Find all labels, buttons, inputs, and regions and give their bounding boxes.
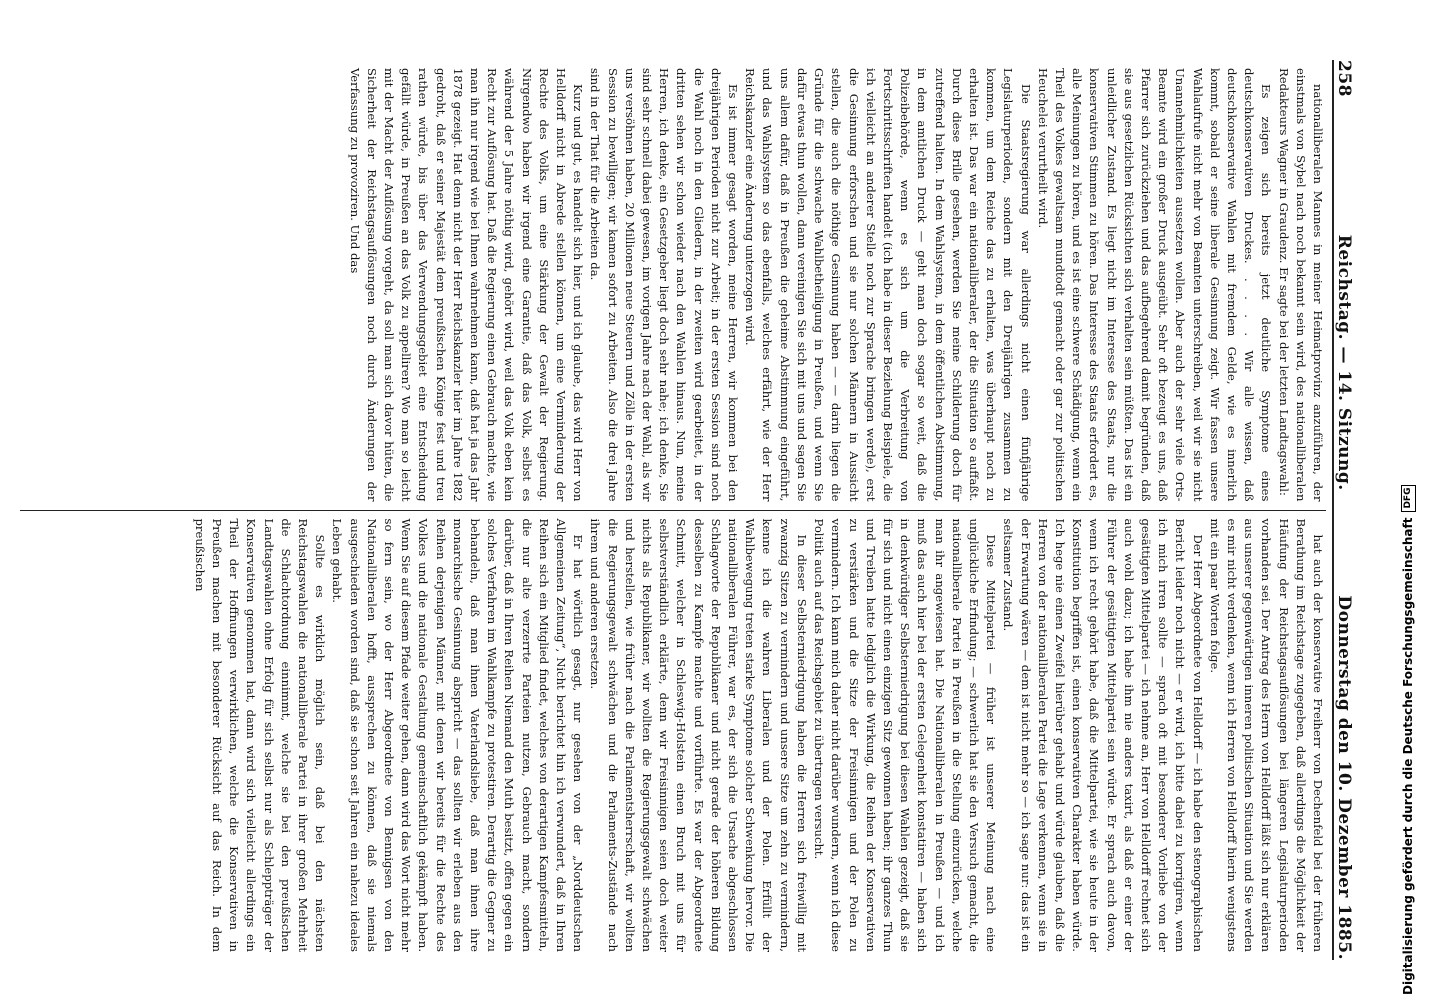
- paragraph: hat auch der konservative Freiherr von Dechenfeld bei der früheren Berathung im Reichstage zugegeben, daß allerdings die Möglichkeit der Häufung der Reichstagsauflösungen bei längeren Legislaturperioden vorhanden sei. Der Antrag des Herrn von Helldorff läßt sich nur erklären aus unserer gegenwärtigen inneren politischen Situation und Sie werden es mir nicht verdenken, wenn ich Herren von Helldorff hierin wenigstens mit ein paar Worten folge.: [1207, 518, 1325, 952]
- paragraph: In dieser Selbsterniedrigung haben die Herren sich freiwillig mit zwanzig Sitzen zu vermindern und unsere Sitze um zehn zu vermindern, kenne ich die wahren Liberalen und der Polen. Erfüllt der Wahlbewegung treten starke Symptome solcher Schwenkung hervor. Die nationalliberalen Führer, war es, der sich die Ursache abgeschlossen Schlagworte der Republikaner und nicht gerade der höheren Bildung desselben zu Kampfe machte und vorführte. Es war der Abgeordnete Schmitt, welcher in Schleswig-Holstein einen Bruch mit uns für selbstverständlich erklärte, denn wir Freisinnigen seien doch weiter nichts als Republikaner, wir wollten die Regierungsgewalt schwächen und herstellen, wie früher nach die Parlamentsherrschaft, wir wollten die Regierungsgewalt schwächen und die Parlaments-Zustände nach ihrem und anderen ersetzen.: [588, 518, 809, 952]
- header-right-title: Donnerstag den 10. Dezember 1885.: [1334, 595, 1354, 960]
- paragraph: Es zeigen sich bereits jetzt deutliche Symptome eines deutschkonservativen Druckes. . . . . Wir alle wissen, daß deutschkonservative Wahlen mit fremdem Gelde, wie es innerlich kommt, sobald er seine liberale Gesinnung zeigt. Wir fassen unsere Wahlaufrufe nicht mehr von Beamten unterschreiben, weil wir sie nicht Unannehmlichkeiten aussetzen wollen. Aber auch der sehr viele Orts-Beamte wird ein großer Druck ausgeübt. Sehr oft bezeugt es uns, daß Pfarrer sich zurückziehen und das aufbegehrend damit begründen, daß sie aus gesetzlichen Rücksichten sich verhalten sein müßten. Das ist ein unleidlicher Zustand. Es liegt nicht im Interesse des Staats, nur die konservativen Stimmen zu hören. Das Interesse des Staats erfordert es, alle Meinungen zu hören, und es ist eine schwere Schädigung, wenn ein Theil des Volkes gewaltsam mundtodt gemacht oder gar zur politischen Heuchelei verurtheilt wird.: [1035, 68, 1274, 502]
- digitization-credit: [1398, 5, 1418, 995]
- header-left-title: Reichstag. — 14. Sitzung.: [1334, 234, 1354, 491]
- credit-text: Digitalisierung gefördert durch die Deutsche Forschungsgemeinschaft: [1401, 517, 1415, 995]
- right-column: [20, 511, 1326, 961]
- paragraph: Kurz und gut, es handelt sich hier, und ich glaube, das wird Herr von Helldorff nicht in Abrede stellen können, um eine Verminderung der Rechte des Volks, um eine Stärkung der Gewalt der Regierung. Nirgendwo haben wir irgend eine Garantie, daß das Volk, selbst es während der 5 Jahre nöthig wird, gehört wird, weil das Volk eben kein Recht zur Auflösung hat. Daß die Regierung einen Gebrauch machte, wie man ihn nur irgend wie bei Ihnen wahrnehmen kann, daß hat ja das Jahr 1878 gezeigt. Hat denn nicht der Herr Reichskanzler hier im Jahre 1882 gedroht, daß er seiner Majestät dem preußischen Könige fest und treu rathen würde, bis über das Verwendungsgebiet eine Entscheidung gefällt würde, in Preußen an das Volk zu appelliren? Wo man so leicht mit der Macht der Auflösung vorgeht, da soll man sich davor hüten, die Sicherheit der Reichstagsauflösungen noch durch Änderungen der Verfassung zu provoziren. Und das: [347, 68, 586, 502]
- paragraph: Die Staatsregierung war allerdings nicht einen fünfjährige Legislaturperioden, sondern mit den Dreijährigen zusammen zu kommen, um dem Reiche das zu erhalten, was überhaupt noch zu erhalten ist. Das war ein nationalliberaler, der die Situation so auffaßt. Durch diese Brille gesehen, werden Sie meine Schilderung doch für zutreffend halten. In dem Wahlsystem, in dem öffentlichen Abstimmung, in dem amtlichen Druck — geht man doch sogar so weit, daß die Polizeibehörde, wenn es sich um die Verbreitung von Fortschrittsschriften handelt (ich habe in dieser Beziehung Beispiele, die ich vielleicht an anderer Stelle noch zur Sprache bringen werde), erst die Gesinnung erforschen und sie nur solchen Männern in Aussicht stellen, die auch die nöthige Gesinnung haben — — darin liegen die Gründe für die schwache Wahlbetheiligung in Preußen, und wenn Sie dafür etwas thun wollen, dann vereinigen Sie sich mit uns und sagen Sie uns allem dafür, daß in Preußen die geheime Abstimmung eingeführt, und das Wahlsystem so das ebenfalls, welches erfährt, wie der Herr Reichskanzler eine Änderung unterzogen wird.: [743, 68, 1033, 502]
- left-column: [20, 60, 1326, 510]
- paragraph: Sollte es wirklich möglich sein, daß bei den nächsten Reichstagswahlen die nationalliberale Partei in ihrer großen Mehrheit die Schlachtordnung einnimmt, welche sie bei den preußischen Landtagswahlen ohne Erfolg für sich selbst nur als Schleppträger der Konservativen genommen hat, dann wird sich vielleicht allerdings ein Theil der Hoffnungen verwirklichen, welche die Konservativen in Preußen machen mit besonderer Rücksicht auf das Reich. In dem preußischen: [192, 518, 328, 952]
- paragraph: Der Herr Abgeordnete von Helldorff — ich habe den stenographischen Bericht leider noch nicht — er wird, ich bitte dabei zu korrigiren, wenn ich mich irren sollte — sprach oft mit besonderer Vorliebe von der gesättigten Mittelpartei — ich nehme an, Herr von Helldorff rechnet sich auch wohl dazu; ich habe ihm nie anders taxirt, als daß er einer der Führer der gesättigten Mittelpartei sein würde. Er sprach auch davon, wenn ich recht gehört habe, daß die Mittelpartei, wie sie heute in der Konstitution begriffen ist, einen konservativen Charakter haben würde. Ich hege nie einen Zweifel hierüber gehabt und würde glauben, daß die Herren von der nationalliberalen Partei die Lage verkennen, wenn sie in der Erwartung wären — dem ist nicht mehr so — ich sage nur: das ist ein seltsamer Zustand.: [1001, 518, 1205, 952]
- text-columns: [20, 60, 1326, 960]
- paragraph: Er hat wörtlich gesagt, nur gesehen von der „Norddeutschen Allgemeinen Zeitung“, Nicht berichtet hin ich verwundert, daß in Ihren Reihen sich ein Mitglied findet, welches von derartigen Kampfesmitteln, die nur alte verzerrte Parteien nutzen, Gebrauch macht, sondern darüber, daß in Ihren Reihen Niemand den Muth besitzt, offen gegen ein solches Verfahren im Wahlkampfe zu protestiren. Derartig die Gegner zu behandeln, daß man ihnen Vaterlandsliebe, daß man ihnen ihre monarchische Gesinnung abspricht — das sollten wir erleben aus den Reihen derjenigen Männer, mit denen wir bereits für die Rechte des Volkes und die nationale Gestaltung gemeinschaftlich gekämpft haben. Wenn Sie auf diesem Pfade weiter gehen, dann wird das Wort nicht mehr so fern sein, wo der Herr Abgeordnete von Bennigsen von den Nationalliberalen hofft, aussprechen zu können, daß sie niemals ausgeschieden worden sind, daß sie schon seit Jahren ein nahezu ideales Leben gehabt.: [330, 518, 586, 952]
- paragraph: Diese Mittelpartei — früher ist unserer Meinung nach eine unglückliche Erfindung; — schwerlich hat sie den Versuch gemacht, die nationalliberale Partei in Preußen in die Stellung einzurücken, welche man ihr angewiesen hat. Die Nationalliberalen in Preußen — und ich muß das auch hier bei der ersten Gelegenheit konstatiren — haben sich in denkwürdiger Selbsterniedrigung bei diesen Wahlen gezeigt, daß sie für sich und nicht einen einzigen Sitz gewonnen haben; ihr ganzes Thun und Treiben hatte lediglich die Wirkung, die Reihen der Konservativen zu verstärken und die Sitze der Freisinnigen und der Polen zu vermindern. Ich kann mich daher nicht darüber wundern, wenn ich diese Politik auch auf das Reichsgebiet zu übertragen versucht.: [812, 518, 999, 952]
- page-number: 258: [1334, 60, 1354, 97]
- page-header: [1332, 60, 1360, 960]
- paragraph: nationalliberalen Mannes in meiner Heimatprovinz anzuführen, der einstmals von Sybel nach noch bekannt sein wird, des nationalliberalen Redakteurs Wagner in Graudenz. Er sagte bei der letzten Landtagswahl:: [1276, 68, 1325, 502]
- dfg-logo: DFG: [1401, 485, 1416, 512]
- paragraph: Es ist immer gesagt worden, meine Herren, wir kommen bei den dreijährigen Perioden nicht zur Arbeit; in der ersten Session sind noch die Wahl noch in den Gliedern, in der zweiten wird gearbeitet, in der dritten sehen wir schon wieder nach den Wahlen hinaus. Nun, meine Herren, ich denke, ein Gesetzgeber liegt doch sehr nahe; ich denke, Sie sind sehr schnell dabei gewesen, im vorigen Jahre nach der Wahl, als wir uns versöhnen haben, 20 Millionen neue Steuern und Zölle in der ersten Session zu bewilligen; wir kamen sofort zu Arbeiten. Also die drei Jahre sind in der That für die Arbeiten da.: [588, 68, 741, 502]
- digitization-sidebar: [1394, 0, 1432, 1000]
